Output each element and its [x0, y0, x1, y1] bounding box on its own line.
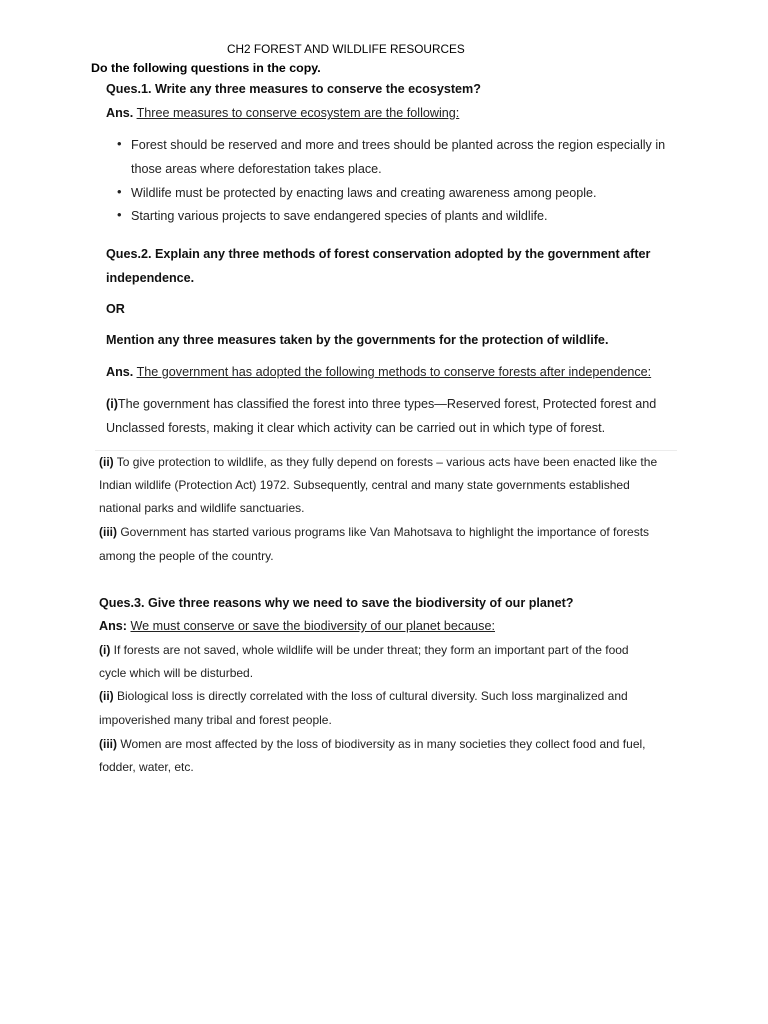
point-text: The government has classified the forest into three types—Reserved forest, Protected forest and [117, 397, 657, 411]
answer-label: Ans: [99, 619, 127, 633]
or-separator: OR [106, 302, 125, 316]
point-label: (i) [99, 643, 111, 657]
point-text: Government has started various programs like Van Mahotsava to highlight the importance of forests [117, 525, 650, 539]
bullet-3: Starting various projects to save endangered species of plants and wildlife. [131, 209, 548, 223]
bullet-2: Wildlife must be protected by enacting laws and creating awareness among people. [131, 186, 597, 200]
bullet-1-line2: those areas where deforestation takes place. [131, 162, 382, 176]
answer-2-point-2-line3: national parks and wildlife sanctuaries. [99, 501, 305, 515]
point-text: To give protection to wildlife, as they fully depend on forests – various acts have been enacted like the [113, 455, 658, 469]
answer-3-point-1-line2: cycle which will be disturbed. [99, 666, 254, 680]
question-2-line2: independence. [106, 271, 195, 285]
answer-3-point-1-line1 [99, 642, 629, 658]
point-label: (ii) [99, 455, 114, 469]
answer-1-text: Three measures to conserve ecosystem are the following: [136, 106, 460, 120]
answer-label: Ans. [106, 106, 134, 120]
bullet-icon: • [117, 184, 122, 199]
point-label: (i) [106, 397, 118, 411]
answer-2-point-3-line2: among the people of the country. [99, 549, 274, 563]
point-text: Women are most affected by the loss of biodiversity as in many societies they collect food and fuel, [117, 737, 646, 751]
question-1: Ques.1. Write any three measures to conserve the ecosystem? [106, 82, 481, 96]
bullet-icon: • [117, 136, 122, 151]
answer-2-point-1-line1 [106, 396, 656, 412]
answer-2-intro [106, 364, 651, 380]
answer-3-intro [99, 618, 495, 634]
point-label: (iii) [99, 737, 117, 751]
point-text: Biological loss is directly correlated with the loss of cultural diversity. Such loss marginalized and [113, 689, 628, 703]
question-2-line1: Ques.2. Explain any three methods of forest conservation adopted by the government after [106, 247, 651, 261]
answer-3-point-3-line2: fodder, water, etc. [99, 760, 194, 774]
page-title: CH2 FOREST AND WILDLIFE RESOURCES [227, 42, 465, 56]
answer-2-point-3-line1 [99, 524, 649, 540]
point-label: (iii) [99, 525, 117, 539]
question-2-alt: Mention any three measures taken by the governments for the protection of wildlife. [106, 333, 609, 347]
answer-1-intro [106, 105, 459, 121]
answer-2-point-2-line2: Indian wildlife (Protection Act) 1972. Subsequently, central and many state governments established [99, 478, 630, 492]
divider [95, 450, 677, 451]
instruction-text: Do the following questions in the copy. [91, 61, 321, 75]
answer-3-point-2-line1 [99, 688, 628, 704]
bullet-icon: • [117, 207, 122, 222]
answer-label: Ans. [106, 365, 134, 379]
answer-2-point-2-line1 [99, 454, 657, 470]
point-label: (ii) [99, 689, 114, 703]
point-text: If forests are not saved, whole wildlife will be under threat; they form an important part of the food [110, 643, 629, 657]
answer-3-text: We must conserve or save the biodiversity of our planet because: [130, 619, 495, 633]
answer-3-point-2-line2: impoverished many tribal and forest people. [99, 713, 332, 727]
question-3: Ques.3. Give three reasons why we need to save the biodiversity of our planet? [99, 596, 574, 610]
answer-2-point-1-line2: Unclassed forests, making it clear which activity can be carried out in which type of forest. [106, 421, 606, 435]
bullet-1-line1: Forest should be reserved and more and trees should be planted across the region especially in [131, 138, 666, 152]
answer-3-point-3-line1 [99, 736, 646, 752]
answer-2-text: The government has adopted the following methods to conserve forests after independence: [136, 365, 652, 379]
